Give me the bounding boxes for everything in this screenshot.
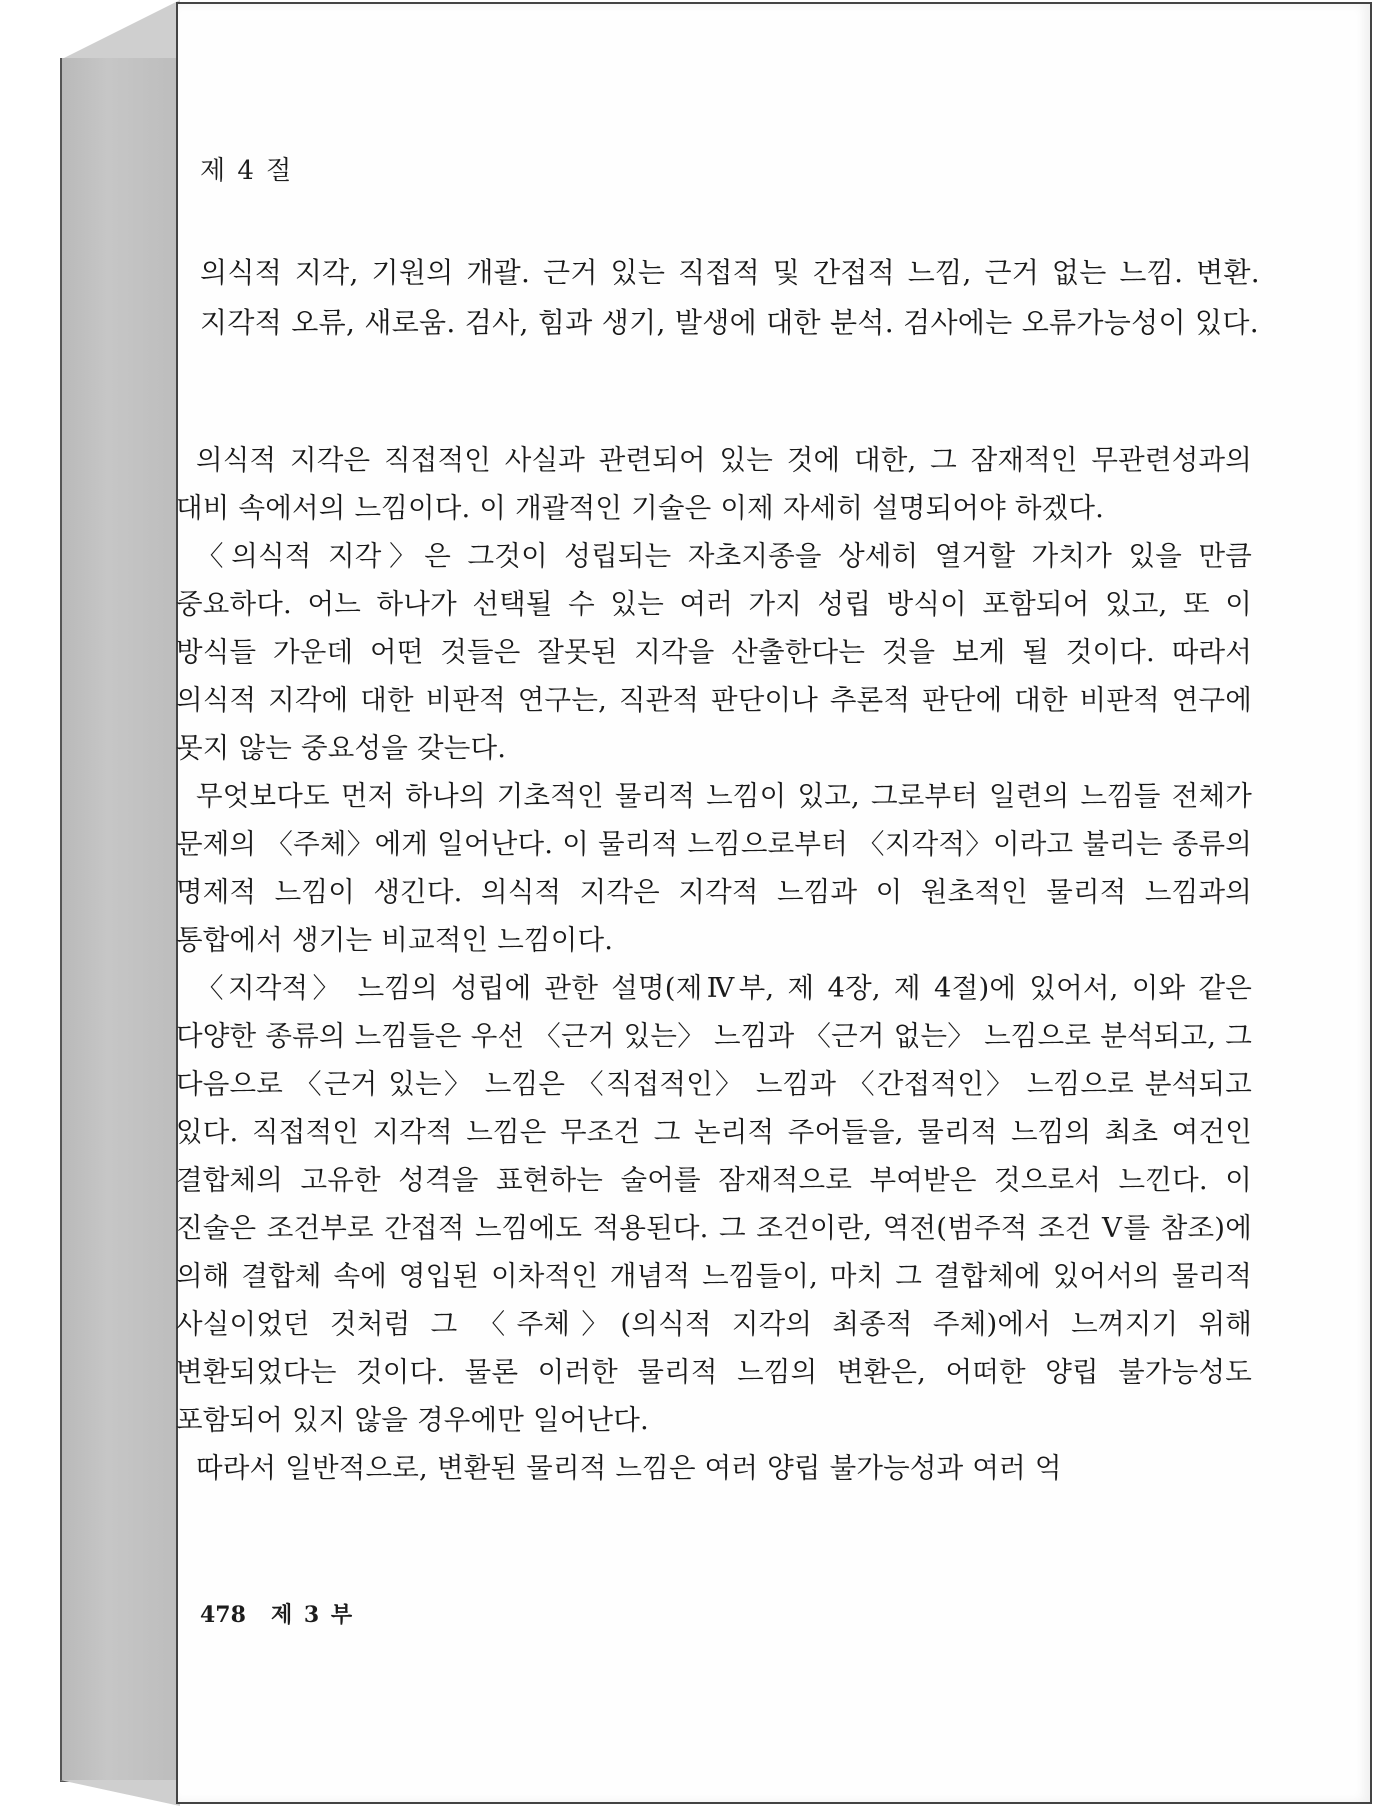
section-abstract: 의식적 지각, 기원의 개괄. 근거 있는 직접적 및 간접적 느낌, 근거 없는 느낌. 변환. 지각적 오류, 새로움. 검사, 힘과 생기, 발생에 대한 분석. 검사에는 오류가능성이 있다. xyxy=(200,256,1260,339)
part-label: 제 3 부 xyxy=(270,1602,355,1628)
paragraph: 의식적 지각은 직접적인 사실과 관련되어 있는 것에 대한, 그 잠재적인 무관련성과의 대비 속에서의 느낌이다. 이 개괄적인 기술은 이제 자세히 설명되어야 하겠다. xyxy=(176,444,1252,524)
page-number: 478 xyxy=(200,1602,246,1628)
body-text xyxy=(176,436,1252,1536)
book-spine xyxy=(60,58,176,1782)
page-footer xyxy=(200,1598,354,1629)
paragraph: 〈지각적〉 느낌의 성립에 관한 설명(제Ⅳ부, 제 4장, 제 4절)에 있어서, 이와 같은 다양한 종류의 느낌들은 우선 〈근거 있는〉 느낌과 〈근거 없는〉 느낌으로 분석되고, 그 다음으로 〈근거 있는〉 느낌은 〈직접적인〉 느낌과 〈간접적인〉 느낌으로 분석되고 있다. 직접적인 지각적 느낌은 무조건 그 논리적 주어들을, 물리적 느낌의 최초 여건인 결합체의 고유한 성격을 표현하는 술어를 잠재적으로 부여받은 것으로서 느낀다. 이 진술은 조건부로 간접적 느낌에도 적용된다. 그 조건이란, 역전(범주적 조건 Ⅴ를 참조)에 의해 결합체 속에 영입된 이차적인 개념적 느낌들이, 마치 그 결합체에 있어서의 물리적 사실이었던 것처럼 그 〈주체〉(의식적 지각의 최종적 주체)에서 느껴지기 위해 변환되었다는 것이다. 물론 이러한 물리적 느낌의 변환은, 어떠한 양립 불가능성도 포함되어 있지 않을 경우에만 일어난다. xyxy=(176,972,1252,1436)
book-top-edge xyxy=(60,0,180,60)
book-bottom-edge xyxy=(60,1780,180,1806)
section-heading: 제 4 절 xyxy=(200,156,294,186)
paragraph: 〈의식적 지각〉은 그것이 성립되는 자초지종을 상세히 열거할 가치가 있을 만큼 중요하다. 어느 하나가 선택될 수 있는 여러 가지 성립 방식이 포함되어 있고, 또 이 방식들 가운데 어떤 것들은 잘못된 지각을 산출한다는 것을 보게 될 것이다. 따라서 의식적 지각에 대한 비판적 연구는, 직관적 판단이나 추론적 판단에 대한 비판적 연구에 못지 않는 중요성을 갖는다. xyxy=(176,540,1252,764)
paragraph: 따라서 일반적으로, 변환된 물리적 느낌은 여러 양립 불가능성과 여러 억 xyxy=(196,1452,1062,1484)
paragraph: 무엇보다도 먼저 하나의 기초적인 물리적 느낌이 있고, 그로부터 일련의 느낌들 전체가 문제의 〈주체〉에게 일어난다. 이 물리적 느낌으로부터 〈지각적〉이라고 불리는 종류의 명제적 느낌이 생긴다. 의식적 지각은 지각적 느낌과 이 원초적인 물리적 느낌과의 통합에서 생기는 비교적인 느낌이다. xyxy=(176,780,1252,956)
